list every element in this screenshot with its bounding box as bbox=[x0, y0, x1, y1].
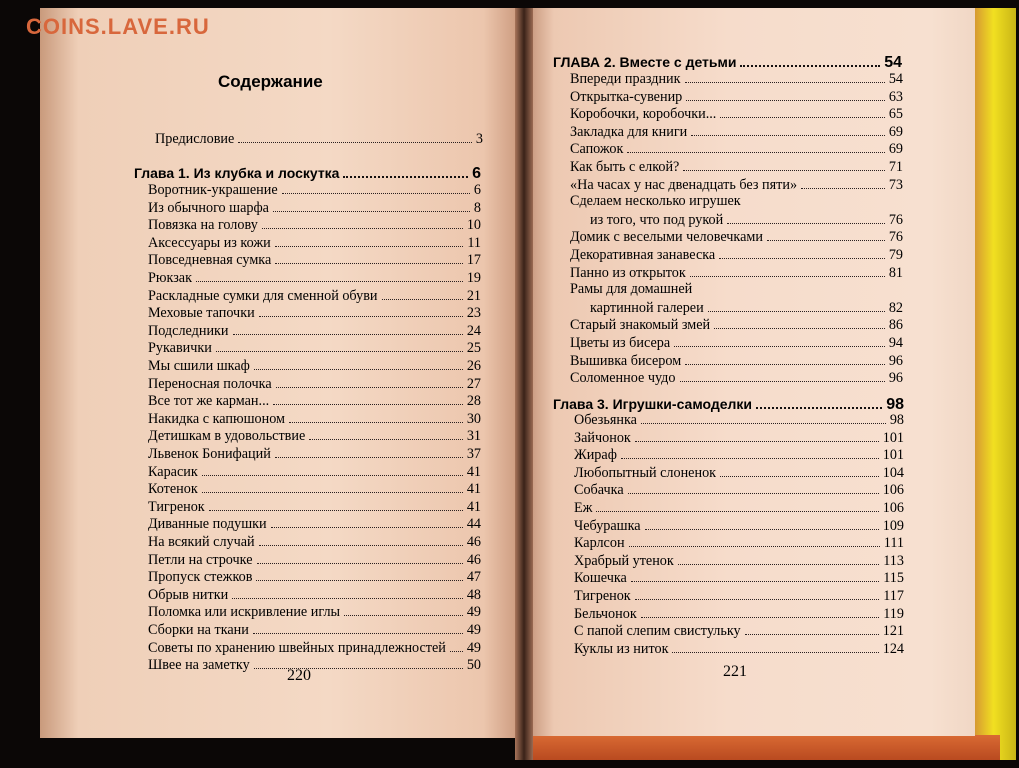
toc-label: Мы сшили шкаф bbox=[148, 358, 250, 374]
toc-row bbox=[148, 251, 481, 269]
toc-row bbox=[148, 568, 481, 586]
toc-row bbox=[570, 334, 903, 352]
toc-page: 49 bbox=[466, 604, 481, 621]
toc-row bbox=[148, 322, 481, 340]
toc-row bbox=[570, 193, 903, 210]
leader-dots bbox=[641, 605, 880, 618]
toc-label: Чебурашка bbox=[574, 517, 641, 534]
toc-page: 49 bbox=[466, 622, 481, 638]
toc-label: Панно из открыток bbox=[570, 264, 686, 281]
toc-page: 63 bbox=[888, 88, 903, 105]
leader-dots bbox=[740, 53, 880, 67]
toc-row bbox=[148, 656, 481, 674]
toc-row-preface bbox=[155, 130, 483, 148]
toc-label: Повязка на голову bbox=[148, 217, 258, 234]
leader-dots bbox=[628, 481, 879, 494]
toc-label: Декоративная занавеска bbox=[570, 247, 716, 263]
toc-page: 69 bbox=[888, 141, 903, 158]
leader-dots bbox=[686, 88, 885, 101]
leader-dots bbox=[202, 480, 463, 493]
toc-page: 26 bbox=[466, 358, 481, 374]
toc-page: 76 bbox=[888, 229, 903, 246]
leader-dots bbox=[727, 211, 885, 224]
toc-label: Куклы из ниток bbox=[574, 640, 669, 657]
toc-page: 101 bbox=[882, 447, 904, 464]
leader-dots bbox=[273, 392, 463, 405]
leader-dots bbox=[256, 568, 462, 581]
toc-row bbox=[148, 410, 481, 428]
leader-dots bbox=[382, 287, 463, 300]
leader-dots bbox=[683, 158, 884, 171]
toc-row bbox=[570, 369, 903, 387]
leader-dots bbox=[275, 251, 463, 264]
toc-row bbox=[148, 603, 481, 621]
toc-page: 71 bbox=[888, 159, 903, 175]
toc-row bbox=[148, 639, 481, 657]
toc-row bbox=[574, 429, 904, 447]
toc-label: Котенок bbox=[148, 481, 198, 498]
toc-label: Карасик bbox=[148, 463, 198, 480]
toc-page: 47 bbox=[466, 569, 481, 586]
toc-page: 50 bbox=[466, 657, 481, 674]
leader-dots bbox=[674, 334, 885, 347]
toc-label: из того, что под рукой bbox=[590, 211, 724, 228]
toc-row bbox=[570, 316, 903, 334]
toc-label: Тигренок bbox=[574, 588, 631, 604]
leader-dots bbox=[680, 369, 885, 382]
toc-row bbox=[574, 446, 904, 464]
toc-label: Подследники bbox=[148, 322, 229, 339]
leader-dots bbox=[756, 395, 882, 409]
leader-dots bbox=[309, 427, 463, 440]
toc-page: 48 bbox=[466, 586, 481, 603]
toc-label: Как быть с елкой? bbox=[570, 159, 680, 175]
toc-page: 23 bbox=[466, 305, 481, 322]
leader-dots bbox=[253, 621, 463, 634]
toc-label: Вышивка бисером bbox=[570, 352, 682, 369]
toc-row bbox=[570, 228, 903, 246]
toc-row bbox=[148, 498, 481, 516]
toc-page: 41 bbox=[466, 498, 481, 515]
toc-page: 124 bbox=[882, 640, 904, 657]
toc-label: Детишкам в удовольствие bbox=[148, 428, 306, 445]
toc-label: Из обычного шарфа bbox=[148, 199, 269, 216]
toc-label: Рукавички bbox=[148, 340, 212, 357]
toc-label: Все тот же карман... bbox=[148, 393, 270, 410]
toc-page: 106 bbox=[882, 482, 904, 499]
toc-label: Домик с веселыми человечками bbox=[570, 229, 763, 246]
toc-page: 24 bbox=[466, 322, 481, 339]
toc-row bbox=[570, 176, 903, 194]
toc-page: 28 bbox=[466, 393, 481, 410]
leader-dots bbox=[745, 622, 879, 635]
toc-row bbox=[148, 427, 481, 445]
leader-dots bbox=[767, 228, 885, 241]
toc-row bbox=[148, 480, 481, 498]
leader-dots bbox=[216, 339, 463, 352]
toc-label: Повседневная сумка bbox=[148, 252, 272, 269]
toc-row bbox=[148, 375, 481, 393]
toc-row bbox=[148, 304, 481, 322]
toc-label: Карлсон bbox=[574, 535, 625, 552]
leader-dots bbox=[233, 322, 463, 335]
toc-heading: Содержание bbox=[218, 72, 323, 91]
toc-row bbox=[148, 515, 481, 533]
leader-dots bbox=[720, 464, 879, 477]
toc-page: 69 bbox=[888, 123, 903, 140]
toc-label: Диванные подушки bbox=[148, 516, 267, 533]
toc-row bbox=[148, 445, 481, 463]
toc-page: 19 bbox=[466, 270, 481, 286]
toc-row-chapter-1 bbox=[134, 164, 481, 182]
watermark: COINS.LAVE.RU bbox=[26, 14, 210, 39]
toc-page: 109 bbox=[882, 517, 904, 534]
leader-dots bbox=[238, 130, 472, 143]
toc-page: 115 bbox=[883, 570, 904, 587]
toc-page: 21 bbox=[466, 287, 481, 304]
toc-row bbox=[148, 234, 481, 252]
leader-dots bbox=[275, 445, 463, 458]
toc-label: Цветы из бисера bbox=[570, 335, 671, 351]
toc-page: 104 bbox=[882, 464, 904, 481]
toc-row bbox=[148, 287, 481, 305]
toc-row bbox=[148, 586, 481, 604]
leader-dots bbox=[196, 269, 463, 282]
toc-label: Коробочки, коробочки... bbox=[570, 106, 717, 123]
toc-page: 81 bbox=[888, 264, 903, 281]
toc-label: Поломка или искривление иглы bbox=[148, 604, 341, 621]
toc-page: 117 bbox=[883, 588, 904, 604]
chapter-page: 6 bbox=[472, 165, 481, 182]
toc-page: 44 bbox=[466, 516, 481, 533]
leader-dots bbox=[720, 105, 884, 118]
toc-label: Переносная полочка bbox=[148, 375, 272, 392]
toc-label: Кошечка bbox=[574, 570, 627, 587]
chapter-page: 54 bbox=[884, 54, 902, 71]
toc-page: 94 bbox=[888, 335, 903, 351]
chapter-label: Глава 1. Из клубка и лоскутка bbox=[134, 165, 340, 181]
toc-label: Швее на заметку bbox=[148, 657, 250, 674]
toc-label: Соломенное чудо bbox=[570, 370, 676, 387]
toc-label: Сделаем несколько игрушек bbox=[570, 193, 741, 210]
toc-page: 49 bbox=[466, 639, 481, 656]
toc-row bbox=[570, 70, 903, 88]
leader-dots bbox=[271, 515, 463, 528]
toc-page: 17 bbox=[466, 252, 481, 269]
toc-label: Зайчонок bbox=[574, 429, 631, 446]
toc-page: 121 bbox=[882, 623, 904, 640]
toc-row bbox=[574, 517, 904, 535]
leader-dots bbox=[708, 299, 885, 312]
toc-label: Впереди праздник bbox=[570, 71, 681, 87]
toc-row bbox=[148, 199, 481, 217]
toc-label: Советы по хранению швейных принадлежностей bbox=[148, 639, 446, 656]
toc-label: Открытка-сувенир bbox=[570, 88, 683, 105]
toc-page: 98 bbox=[889, 412, 904, 428]
toc-label: «На часах у нас двенадцать без пяти» bbox=[570, 176, 798, 193]
toc-row bbox=[574, 640, 904, 658]
toc-label: Раскладные сумки для сменной обуви bbox=[148, 287, 378, 304]
toc-page: 37 bbox=[466, 446, 481, 462]
toc-row bbox=[148, 621, 481, 639]
toc-label: Еж bbox=[574, 500, 593, 516]
toc-page: 11 bbox=[467, 234, 481, 251]
toc-row bbox=[574, 481, 904, 499]
leader-dots bbox=[645, 517, 879, 530]
toc-label: Бельчонок bbox=[574, 605, 637, 622]
chapter-label: Глава 3. Игрушки-самоделки bbox=[553, 396, 753, 412]
toc-label: Предисловие bbox=[155, 131, 235, 147]
leader-dots bbox=[629, 534, 880, 547]
toc-page: 79 bbox=[888, 247, 903, 263]
toc-label: Тигренок bbox=[148, 498, 205, 515]
toc-label: Любопытный слоненок bbox=[574, 464, 717, 481]
chapter-label: ГЛАВА 2. Вместе с детьми bbox=[553, 54, 737, 70]
leader-dots bbox=[621, 446, 879, 459]
toc-row bbox=[574, 464, 904, 482]
toc-page: 101 bbox=[882, 429, 904, 446]
toc-row bbox=[574, 534, 904, 552]
toc-page: 82 bbox=[888, 299, 903, 316]
leader-dots bbox=[259, 533, 463, 546]
toc-row bbox=[148, 551, 481, 569]
toc-row bbox=[148, 463, 481, 481]
leader-dots bbox=[259, 304, 463, 317]
toc-label: Закладка для книги bbox=[570, 123, 688, 140]
toc-row bbox=[148, 339, 481, 357]
toc-row bbox=[570, 246, 903, 264]
leader-dots bbox=[635, 429, 879, 442]
toc-row bbox=[570, 140, 903, 158]
leader-dots bbox=[262, 216, 463, 229]
toc-page: 106 bbox=[882, 500, 904, 516]
toc-page: 27 bbox=[466, 375, 481, 392]
toc-row bbox=[570, 352, 903, 370]
leader-dots bbox=[685, 352, 885, 365]
toc-label: С папой слепим свистульку bbox=[574, 623, 741, 640]
leader-dots bbox=[282, 181, 470, 194]
toc-label: Львенок Бонифаций bbox=[148, 446, 271, 462]
toc-label: Пропуск стежков bbox=[148, 569, 253, 586]
leader-dots bbox=[596, 499, 878, 512]
book-spine bbox=[515, 8, 533, 760]
toc-page: 96 bbox=[888, 352, 903, 369]
toc-page: 25 bbox=[466, 340, 481, 357]
leader-dots bbox=[631, 569, 879, 582]
toc-row bbox=[574, 411, 904, 429]
leader-dots bbox=[691, 123, 885, 136]
toc-page: 96 bbox=[888, 370, 903, 387]
toc-label: Сборки на ткани bbox=[148, 622, 249, 638]
toc-label: Воротник-украшение bbox=[148, 182, 278, 198]
leader-dots bbox=[678, 552, 879, 565]
toc-row bbox=[148, 216, 481, 234]
toc-row bbox=[574, 587, 904, 605]
toc-row bbox=[590, 299, 903, 317]
toc-page: 46 bbox=[466, 534, 481, 550]
toc-page: 30 bbox=[466, 410, 481, 427]
toc-page: 76 bbox=[888, 211, 903, 228]
leader-dots bbox=[690, 264, 885, 277]
toc-row bbox=[590, 211, 903, 229]
chapter-page: 98 bbox=[886, 396, 904, 413]
toc-label: Петли на строчке bbox=[148, 551, 253, 568]
page-number-left: 220 bbox=[287, 667, 311, 684]
toc-page: 65 bbox=[888, 106, 903, 123]
toc-page: 111 bbox=[883, 535, 904, 552]
leader-dots bbox=[276, 375, 463, 388]
toc-row bbox=[148, 181, 481, 199]
toc-row bbox=[574, 605, 904, 623]
leader-dots bbox=[343, 164, 468, 178]
toc-label: Жираф bbox=[574, 447, 617, 464]
toc-label: Обезьянка bbox=[574, 412, 637, 428]
leader-dots bbox=[209, 498, 463, 511]
leader-dots bbox=[273, 199, 470, 212]
toc-row bbox=[570, 281, 903, 298]
toc-row bbox=[574, 569, 904, 587]
toc-row bbox=[574, 499, 904, 517]
toc-row bbox=[570, 105, 903, 123]
leader-dots bbox=[685, 70, 885, 83]
toc-row bbox=[148, 392, 481, 410]
toc-page: 6 bbox=[473, 182, 481, 198]
toc-page: 113 bbox=[883, 552, 904, 569]
toc-label: Сапожок bbox=[570, 141, 624, 158]
leader-dots bbox=[719, 246, 885, 259]
leader-dots bbox=[257, 551, 463, 564]
leader-dots bbox=[635, 587, 880, 600]
leader-dots bbox=[450, 639, 463, 652]
toc-label: Рамы для домашней bbox=[570, 281, 693, 298]
toc-label: Собачка bbox=[574, 482, 624, 499]
toc-page: 86 bbox=[888, 317, 903, 334]
toc-row bbox=[570, 123, 903, 141]
toc-page: 73 bbox=[888, 176, 903, 193]
toc-page: 41 bbox=[466, 481, 481, 498]
toc-label: Накидка с капюшоном bbox=[148, 410, 286, 427]
leader-dots bbox=[254, 357, 463, 370]
toc-row bbox=[570, 158, 903, 176]
leader-dots bbox=[202, 463, 463, 476]
toc-label: картинной галереи bbox=[590, 299, 704, 316]
toc-label: Храбрый утенок bbox=[574, 552, 674, 569]
toc-row bbox=[574, 552, 904, 570]
toc-row bbox=[574, 622, 904, 640]
toc-page: 54 bbox=[888, 71, 903, 87]
leader-dots bbox=[627, 140, 884, 153]
leader-dots bbox=[344, 603, 463, 616]
toc-row bbox=[148, 269, 481, 287]
toc-label: Рюкзак bbox=[148, 270, 192, 286]
toc-page: 119 bbox=[883, 605, 904, 622]
toc-label: Аксессуары из кожи bbox=[148, 234, 271, 251]
leader-dots bbox=[672, 640, 878, 653]
page-number-right: 221 bbox=[723, 663, 747, 680]
leader-dots bbox=[254, 656, 463, 669]
toc-page: 46 bbox=[466, 551, 481, 568]
leader-dots bbox=[232, 586, 463, 599]
toc-page: 3 bbox=[475, 131, 483, 147]
toc-row bbox=[570, 264, 903, 282]
toc-row bbox=[148, 357, 481, 375]
toc-page: 31 bbox=[466, 428, 481, 445]
toc-label: На всякий случай bbox=[148, 534, 255, 550]
leader-dots bbox=[801, 176, 885, 189]
toc-label: Старый знакомый змей bbox=[570, 317, 711, 334]
toc-row bbox=[148, 533, 481, 551]
toc-row-chapter-2 bbox=[553, 53, 902, 71]
toc-label: Меховые тапочки bbox=[148, 305, 255, 322]
toc-label: Обрыв нитки bbox=[148, 586, 229, 603]
toc-page: 10 bbox=[466, 217, 481, 234]
toc-row bbox=[570, 88, 903, 106]
toc-page: 8 bbox=[473, 199, 481, 216]
leader-dots bbox=[641, 411, 886, 424]
leader-dots bbox=[289, 410, 463, 423]
leader-dots bbox=[714, 316, 885, 329]
book-cover-bottom bbox=[520, 735, 1000, 760]
toc-page: 41 bbox=[466, 463, 481, 480]
leader-dots bbox=[275, 234, 464, 247]
